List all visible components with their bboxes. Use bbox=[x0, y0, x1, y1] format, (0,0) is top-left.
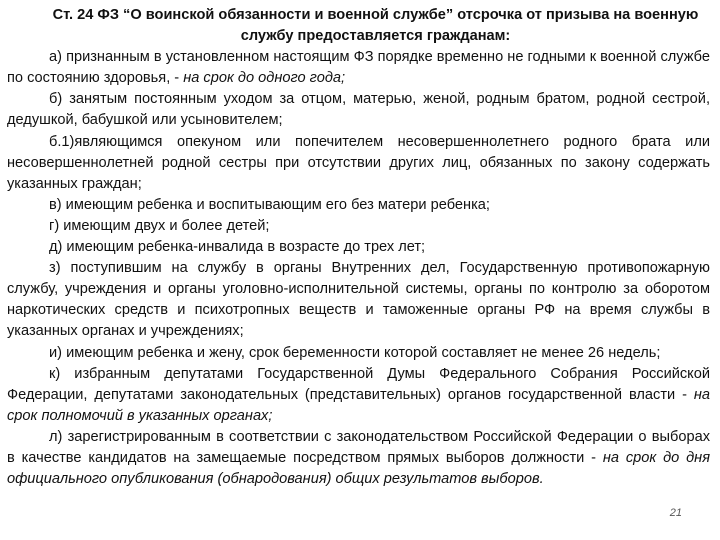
list-item-a bbox=[7, 47, 710, 89]
list-item-k bbox=[7, 364, 710, 427]
item-text: и) имеющим ребенка и жену, срок беременности которой составляет не менее 26 недель; bbox=[49, 344, 661, 361]
item-text: б) занятым постоянным уходом за отцом, матерью, женой, родным братом, родной сестрой, дедушкой, бабушкой или усыновителем; bbox=[7, 91, 710, 129]
slide-content bbox=[7, 5, 710, 490]
list-item-d bbox=[7, 237, 710, 258]
item-term: на срок полномочий в указанных органах; bbox=[7, 386, 710, 424]
item-text: з) поступившим на службу в органы Внутренних дел, Государственную противопожарную службу, учреждения и органы уголовно-исполнительной системы, органы по контролю за оборотом наркотических средств и психотропных веществ и таможенные органы РФ на время службы в указанных органах и учреждениях; bbox=[7, 260, 710, 340]
page-title: Ст. 24 ФЗ “О воинской обязанности и военной службе” отсрочка от призыва на военную службу предоставляется гражданам: bbox=[52, 7, 699, 45]
list-item-b1 bbox=[7, 132, 710, 195]
item-text: в) имеющим ребенка и воспитывающим его без матери ребенка; bbox=[49, 196, 490, 213]
list-item-i bbox=[7, 343, 710, 364]
list-item-v bbox=[7, 195, 710, 216]
item-text: б.1)являющимся опекуном или попечителем несовершеннолетнего родного брата или несовершеннолетней родной сестры при отсутствии других лиц, обязанных по закону содержать указанных граждан; bbox=[7, 133, 710, 192]
list-item-b bbox=[7, 89, 710, 131]
list-item-g bbox=[7, 216, 710, 237]
item-text: д) имеющим ребенка-инвалида в возрасте до трех лет; bbox=[49, 239, 426, 256]
item-text: а) признанным в установленном настоящим ФЗ порядке временно не годными к военной службе по состоянию здоровья, - bbox=[7, 49, 710, 87]
list-item-z bbox=[7, 258, 710, 342]
page-number: 21 bbox=[669, 507, 682, 519]
item-term: на срок до одного года; bbox=[183, 70, 346, 87]
item-text: к) избранным депутатами Государственной Думы Федерального Собрания Российской Федерации, депутатами законодательных (представительных) органов государственной власти - bbox=[7, 365, 710, 403]
list-item-l bbox=[7, 427, 710, 490]
item-text: г) имеющим двух и более детей; bbox=[49, 217, 270, 234]
item-term: на срок до дня официального опубликования (обнародования) общих результатов выборов. bbox=[7, 449, 710, 488]
item-text: л) зарегистрированным в соответствии с законодательством Российской Федерации о выборах в качестве кандидатов на замещаемые посредством прямых выборов должности - bbox=[7, 428, 710, 466]
